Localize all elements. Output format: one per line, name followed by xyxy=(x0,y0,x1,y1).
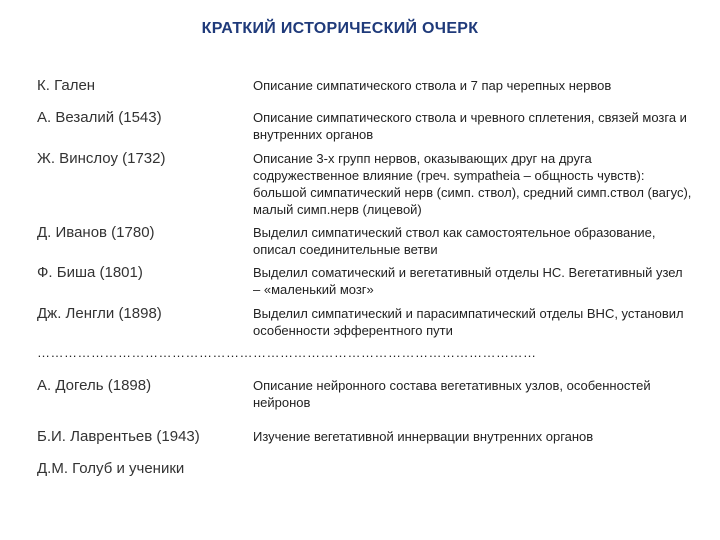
scientist-name: Б.И. Лаврентьев (1943) xyxy=(37,428,200,445)
scientist-name: Ф. Биша (1801) xyxy=(37,264,143,281)
scientist-name: А. Догель (1898) xyxy=(37,377,152,394)
scientist-name: Д. Иванов (1780) xyxy=(37,224,155,241)
contribution-description: Описание нейронного состава вегетативных узлов, особенностей нейронов xyxy=(253,378,651,410)
contribution-description: Описание симпатического ствола и чревного сплетения, связей мозга и внутренних органов xyxy=(253,110,687,142)
scientist-name: А. Везалий (1543) xyxy=(37,109,162,126)
contribution-description: Изучение вегетативной иннервации внутренних органов xyxy=(253,429,594,444)
contribution-description: Описание симпатического ствола и 7 пар черепных нервов xyxy=(253,78,612,93)
page-title: КРАТКИЙ ИСТОРИЧЕСКИЙ ОЧЕРК xyxy=(201,20,479,37)
dotted-separator: ………………………………………………………………………………………………… xyxy=(37,345,537,360)
scientist-name: Д.М. Голуб и ученики xyxy=(37,460,185,477)
contribution-description: Выделил симпатический и парасимпатический отделы ВНС, установил особенности эфферентного пути xyxy=(253,306,684,338)
contribution-description: Описание 3-х групп нервов, оказывающих друг на друга содружественное влияние (греч. sympatheia – общность чувств): большой симпатический нерв (симп. ствол), средний симп.ствол (вагус), малый симп.нерв (лицевой) xyxy=(253,151,692,217)
scientist-name: Дж. Ленгли (1898) xyxy=(37,305,162,322)
contribution-description: Выделил соматический и вегетативный отделы НС. Вегетативный узел – «маленький мозг» xyxy=(253,265,683,297)
scientist-name: К. Гален xyxy=(37,77,96,94)
scientist-name: Ж. Винслоу (1732) xyxy=(37,150,166,167)
contribution-description: Выделил симпатический ствол как самостоятельное образование, описал соединительные ветви xyxy=(253,225,656,257)
